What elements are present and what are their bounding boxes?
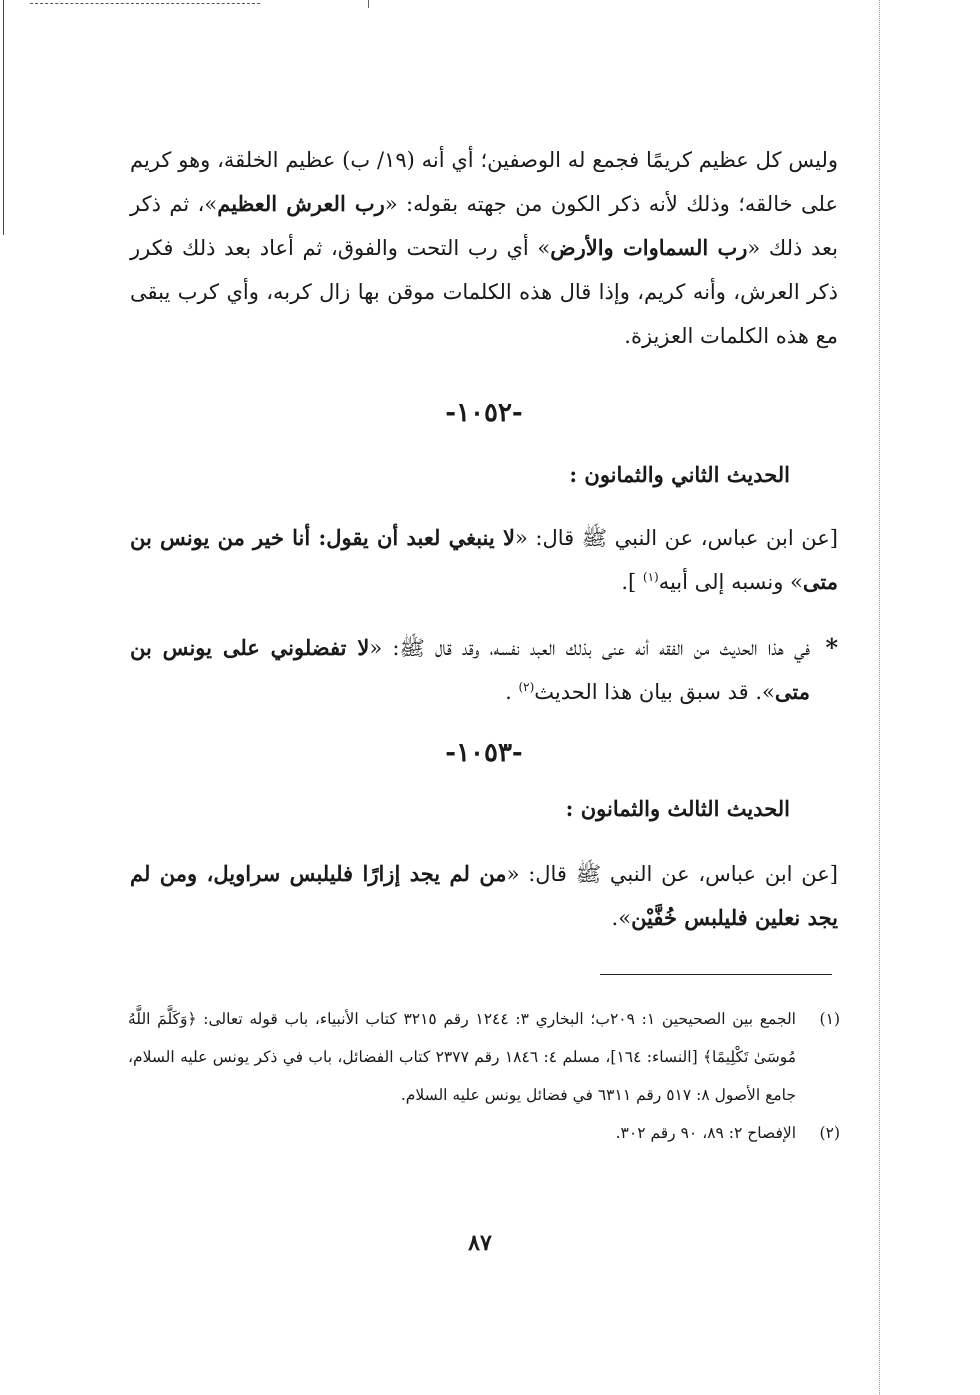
footnote-ref-1[interactable]: (١) <box>642 570 659 584</box>
footnote-1-text: الجمع بين الصحيحين ١: ٢٠٩ب؛ البخاري ٣: ١٢٤٤ رقم ٣٢١٥ كتاب الأنبياء، باب قوله تعالى: ﴿وَكَلَّمَ اللَّهُ مُوسَىٰ تَكْلِيمًا﴾ [النساء: ١٦٤]، مسلم ٤: ١٨٤٦ رقم ٢٣٧٧ كتاب الفضائل، باب في ذكر يونس عليه السلام، جامع الأصول ٨: ٥١٧ رقم ٦٣١١ في فضائل يونس عليه السلام. <box>128 1010 796 1104</box>
hadith-1053-text <box>130 852 838 940</box>
hadith-number-1052: -١٠٥٢- <box>445 398 523 428</box>
hadith-1052-heading: الحديث الثاني والثمانون : <box>569 462 790 487</box>
hadith-1052-attribution: » ونسبه إلى أبيه <box>658 570 803 594</box>
footnote-2-text: الإفصاح ٢: ٨٩، ٩٠ رقم ٣٠٢. <box>615 1124 796 1142</box>
intro-bold-rabb-al-arsh: رب العرش العظيم <box>217 191 385 216</box>
footnote-ref-2[interactable]: (٢) <box>518 680 535 694</box>
scan-dotted-border <box>879 0 880 1395</box>
hadith-1053-quote: من لم يجد إزارًا فليلبس سراويل، ومن لم يجد نعلين فليلبس خُفَّيْن <box>130 861 838 930</box>
commentary-quote: لا تفضلوني على يونس بن متى <box>130 635 810 704</box>
hadith-1052-commentary <box>130 626 838 714</box>
hadith-1052-intro: [عن ابن عباس، عن النبي ﷺ قال: « <box>514 526 838 550</box>
intro-text-part1: وليس كل عظيم كريمًا فجمع له الوصفين؛ أي أنه (١٩/ ب) عظيم الخلقة، وهو كريم على خالقه؛ وذلك لأنه ذكر الكون من جهته بقوله: « <box>130 148 839 216</box>
hadith-number-1053: -١٠٥٣- <box>445 738 523 768</box>
page-number: ٨٧ <box>468 1230 492 1256</box>
hadith-1053-heading: الحديث الثالث والثمانون : <box>565 796 790 821</box>
footnote-1 <box>128 1000 840 1114</box>
commentary-star-icon: * <box>825 633 838 662</box>
hadith-1052-quote: لا ينبغي لعبد أن يقول: أنا خير من يونس بن متى <box>130 525 838 594</box>
footnote-2 <box>128 1114 840 1152</box>
hadith-1053-intro: [عن ابن عباس، عن النبي ﷺ قال: « <box>506 862 838 886</box>
commentary-text-part2: ». قد سبق بيان هذا الحديث <box>534 680 775 704</box>
hadith-1052-close: ]. <box>621 570 643 594</box>
footnote-2-number: (٢) <box>819 1124 840 1142</box>
scan-dashed-border <box>30 3 260 4</box>
footnotes-section <box>128 1000 840 1152</box>
intro-paragraph <box>130 138 838 358</box>
commentary-text-part1: في هذا الحديث من الفقه أنه عنى بذلك العبد نفسه، وقد قال ﷺ: « <box>369 636 810 660</box>
intro-text-part2: »، ثم ذكر بعد ذلك « <box>130 192 838 260</box>
hadith-1053-close: ». <box>611 906 632 930</box>
footnote-separator <box>600 974 832 975</box>
intro-bold-rabb-as-samawat: رب السماوات والأرض <box>550 235 748 260</box>
commentary-end: . <box>505 680 519 704</box>
scan-tick-mark <box>368 0 369 8</box>
hadith-1052-text <box>130 516 838 604</box>
intro-text-part3: » أي رب التحت والفوق، ثم أعاد بعد ذلك فكرر ذكر العرش، وأنه كريم، وإذا قال هذه الكلمات موقن بها زال كربه، وأي كرب يبقى مع هذه الكلمات العزيزة. <box>130 236 838 348</box>
footnote-1-number: (١) <box>819 1010 840 1028</box>
scan-edge-line <box>3 0 4 235</box>
